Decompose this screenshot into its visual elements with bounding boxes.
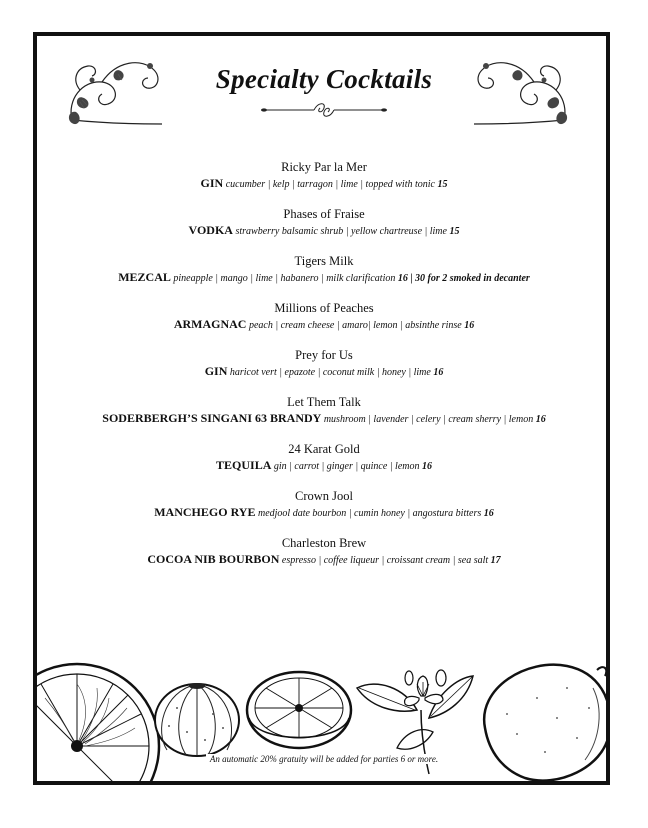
cocktail-details (36, 222, 612, 240)
cocktail-ingredients: mushroom | lavender | celery | cream sherry | lemon (323, 414, 534, 425)
cocktail-details (36, 316, 612, 334)
tangerine-icon (155, 683, 239, 756)
cocktail-price: 16 (433, 367, 444, 378)
cocktail-spirit: MANCHEGO RYE (154, 505, 256, 519)
cocktail-spirit: ARMAGNAC (173, 317, 247, 331)
cocktail-name: Prey for Us (295, 348, 353, 362)
cocktail-ingredients: gin | carrot | ginger | quince | lemon (273, 461, 420, 472)
cocktail-details (36, 175, 612, 193)
cocktail-price: 17 (490, 555, 501, 566)
flourish-divider-icon (260, 98, 388, 120)
cocktail-name: Charleston Brew (281, 536, 367, 550)
cocktail-menu (36, 159, 612, 582)
cocktail-details (36, 363, 612, 381)
cocktail-spirit: MEZCAL (118, 270, 171, 284)
cocktail-price: 15 (449, 226, 460, 237)
menu-item (36, 535, 612, 582)
halved-orange-icon (247, 672, 351, 748)
cocktail-name: Ricky Par la Mer (281, 160, 367, 174)
cocktail-price: 16 (483, 508, 494, 519)
cocktail-name: Millions of Peaches (274, 301, 374, 315)
cocktail-details (36, 410, 612, 428)
cocktail-name: 24 Karat Gold (288, 442, 360, 456)
menu-item (36, 206, 612, 253)
cocktail-ingredients: pineapple | mango | lime | habanero | milk clarification (173, 273, 396, 284)
cocktail-ingredients: medjool date bourbon | cumin honey | angostura bitters (257, 508, 482, 519)
menu-item (36, 159, 612, 206)
menu-item (36, 488, 612, 535)
menu-item (36, 300, 612, 347)
menu-item (36, 394, 612, 441)
cocktail-price: 16 (464, 320, 475, 331)
cocktail-price: 16 | 30 for 2 smoked in decanter (397, 273, 530, 284)
cocktail-ingredients: strawberry balsamic shrub | yellow chartreuse | lime (235, 226, 447, 237)
gratuity-text: An automatic 20% gratuity will be added for parties 6 or more. (206, 754, 442, 764)
cocktail-spirit: TEQUILA (216, 458, 272, 472)
page-title: Specialty Cocktails (215, 64, 433, 94)
cocktail-spirit: VODKA (188, 223, 233, 237)
cocktail-details (36, 269, 612, 287)
cocktail-ingredients: peach | cream cheese | amaro| lemon | absinthe rinse (248, 320, 462, 331)
cocktail-details (36, 457, 612, 475)
cocktail-price: 16 (421, 461, 432, 472)
cocktail-price: 15 (437, 179, 448, 190)
cocktail-ingredients: cucumber | kelp | tarragon | lime | topped with tonic (225, 179, 435, 190)
cocktail-spirit: GIN (204, 364, 228, 378)
cocktail-name: Let Them Talk (287, 395, 361, 409)
menu-item (36, 253, 612, 300)
cocktail-name: Crown Jool (295, 489, 353, 503)
cocktail-details (36, 504, 612, 522)
cocktail-name: Tigers Milk (294, 254, 354, 268)
cocktail-details (36, 551, 612, 569)
cocktail-spirit: SODERBERGH’S SINGANI 63 BRANDY (102, 411, 322, 425)
menu-item (36, 347, 612, 394)
cocktail-ingredients: espresso | coffee liqueur | croissant cream | sea salt (281, 555, 489, 566)
cocktail-spirit: COCOA NIB BOURBON (147, 552, 280, 566)
menu-item (36, 441, 612, 488)
gratuity-note (0, 754, 648, 764)
cocktail-spirit: GIN (200, 176, 224, 190)
cocktail-name: Phases of Fraise (283, 207, 365, 221)
cocktail-price: 16 (535, 414, 546, 425)
cocktail-ingredients: haricot vert | epazote | coconut milk | honey | lime (229, 367, 431, 378)
